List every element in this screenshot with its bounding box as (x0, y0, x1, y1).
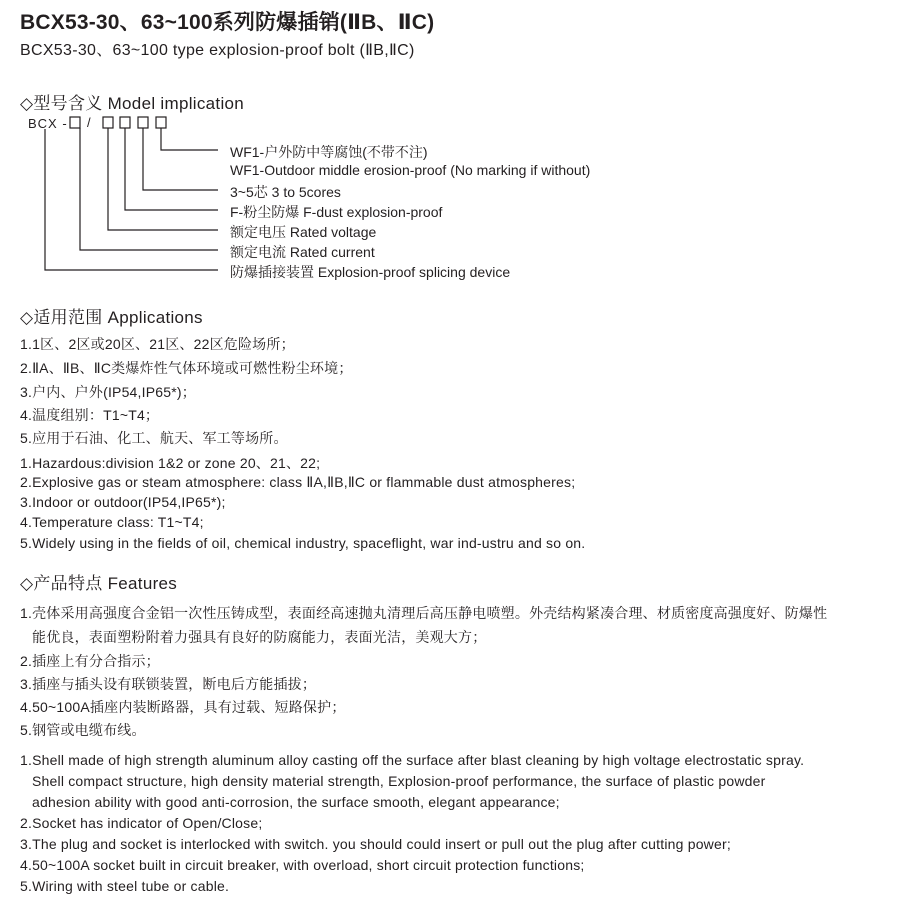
feature-en-1-cont-a: Shell compact structure, high density material strength, Explosion-proof performance, the surface of plastic powder (32, 773, 766, 789)
application-cn-1: 1.1区、2区或20区、21区、22区危险场所； (20, 336, 295, 352)
feature-en-1: 1.Shell made of high strength aluminum alloy casting off the surface after blast cleaning by high voltage electrostatic spray. (20, 752, 805, 768)
model-label-dust: F-粉尘防爆 F-dust explosion-proof (230, 204, 443, 220)
leader-line-current (80, 128, 218, 250)
model-code-slash: / (87, 115, 91, 130)
page-title: BCX53-30、63~100系列防爆插销(ⅡB、ⅡC) (20, 11, 435, 34)
model-label-outdoor-cn: WF1-户外防中等腐蚀(不带不注) (230, 144, 428, 160)
leader-line-cores (143, 128, 218, 190)
application-en-5: 5.Widely using in the fields of oil, chemical industry, spaceflight, war ind-ustru and so on. (20, 535, 586, 551)
features-heading: ◇产品特点 Features (20, 574, 178, 593)
feature-cn-1: 1.壳体采用高强度合金铝一次性压铸成型，表面经高速抛丸清理后高压静电喷塑。外壳结构紧凑合理、材质密度高强度好、防爆性 (20, 605, 828, 621)
model-label-outdoor-en: WF1-Outdoor middle erosion-proof (No marking if without) (230, 162, 591, 178)
feature-cn-1-cont: 能优良，表面塑粉附着力强具有良好的防腐能力，表面光洁，美观大方； (32, 629, 487, 645)
applications-heading: ◇适用范围 Applications (20, 308, 203, 327)
application-cn-5: 5.应用于石油、化工、航天、军工等场所。 (20, 430, 288, 446)
model-code-prefix: BCX - (28, 116, 68, 131)
application-cn-4: 4.温度组别：T1~T4； (20, 407, 160, 423)
model-label-voltage: 额定电压 Rated voltage (230, 224, 377, 240)
feature-en-2: 2.Socket has indicator of Open/Close; (20, 815, 263, 831)
feature-en-5: 5.Wiring with steel tube or cable. (20, 878, 230, 894)
feature-cn-5: 5.钢管或电缆布线。 (20, 722, 146, 738)
feature-cn-2: 2.插座上有分合指示； (20, 653, 160, 669)
model-box-rated-voltage (103, 117, 113, 128)
feature-en-3: 3.The plug and socket is interlocked with switch. you should could insert or pull out the plug after cutting power; (20, 836, 731, 852)
model-box-rated-current (70, 117, 80, 128)
model-heading: ◇型号含义 Model implication (20, 94, 245, 113)
feature-en-1-cont-b: adhesion ability with good anti-corrosion, the surface smooth, elegant appearance; (32, 794, 560, 810)
model-label-current: 额定电流 Rated current (230, 244, 375, 260)
leader-line-outdoor (161, 128, 218, 150)
model-diagram (0, 0, 900, 300)
leader-line-dust (125, 128, 218, 210)
model-label-cores: 3~5芯 3 to 5cores (230, 184, 341, 200)
feature-cn-4: 4.50~100A插座内装断路器，具有过载、短路保护； (20, 699, 346, 715)
model-box-outdoor (156, 117, 166, 128)
application-cn-3: 3.户内、户外(IP54,IP65*)； (20, 384, 196, 400)
application-en-4: 4.Temperature class: T1~T4; (20, 514, 204, 530)
model-box-dust (120, 117, 130, 128)
application-en-1: 1.Hazardous:division 1&2 or zone 20、21、22; (20, 455, 321, 471)
application-en-3: 3.Indoor or outdoor(IP54,IP65*); (20, 494, 226, 510)
model-label-device: 防爆插接装置 Explosion-proof splicing device (230, 264, 511, 280)
feature-cn-3: 3.插座与插头设有联锁装置，断电后方能插拔； (20, 676, 317, 692)
feature-en-4: 4.50~100A socket built in circuit breaker, with overload, short circuit protection functions; (20, 857, 585, 873)
page-subtitle: BCX53-30、63~100 type explosion-proof bolt (ⅡB,ⅡC) (20, 42, 415, 59)
model-box-cores (138, 117, 148, 128)
application-en-2: 2.Explosive gas or steam atmosphere: class ⅡA,ⅡB,ⅡC or flammable dust atmospheres; (20, 474, 576, 490)
application-cn-2: 2.ⅡA、ⅡB、ⅡC类爆炸性气体环境或可燃性粉尘环境； (20, 360, 353, 376)
